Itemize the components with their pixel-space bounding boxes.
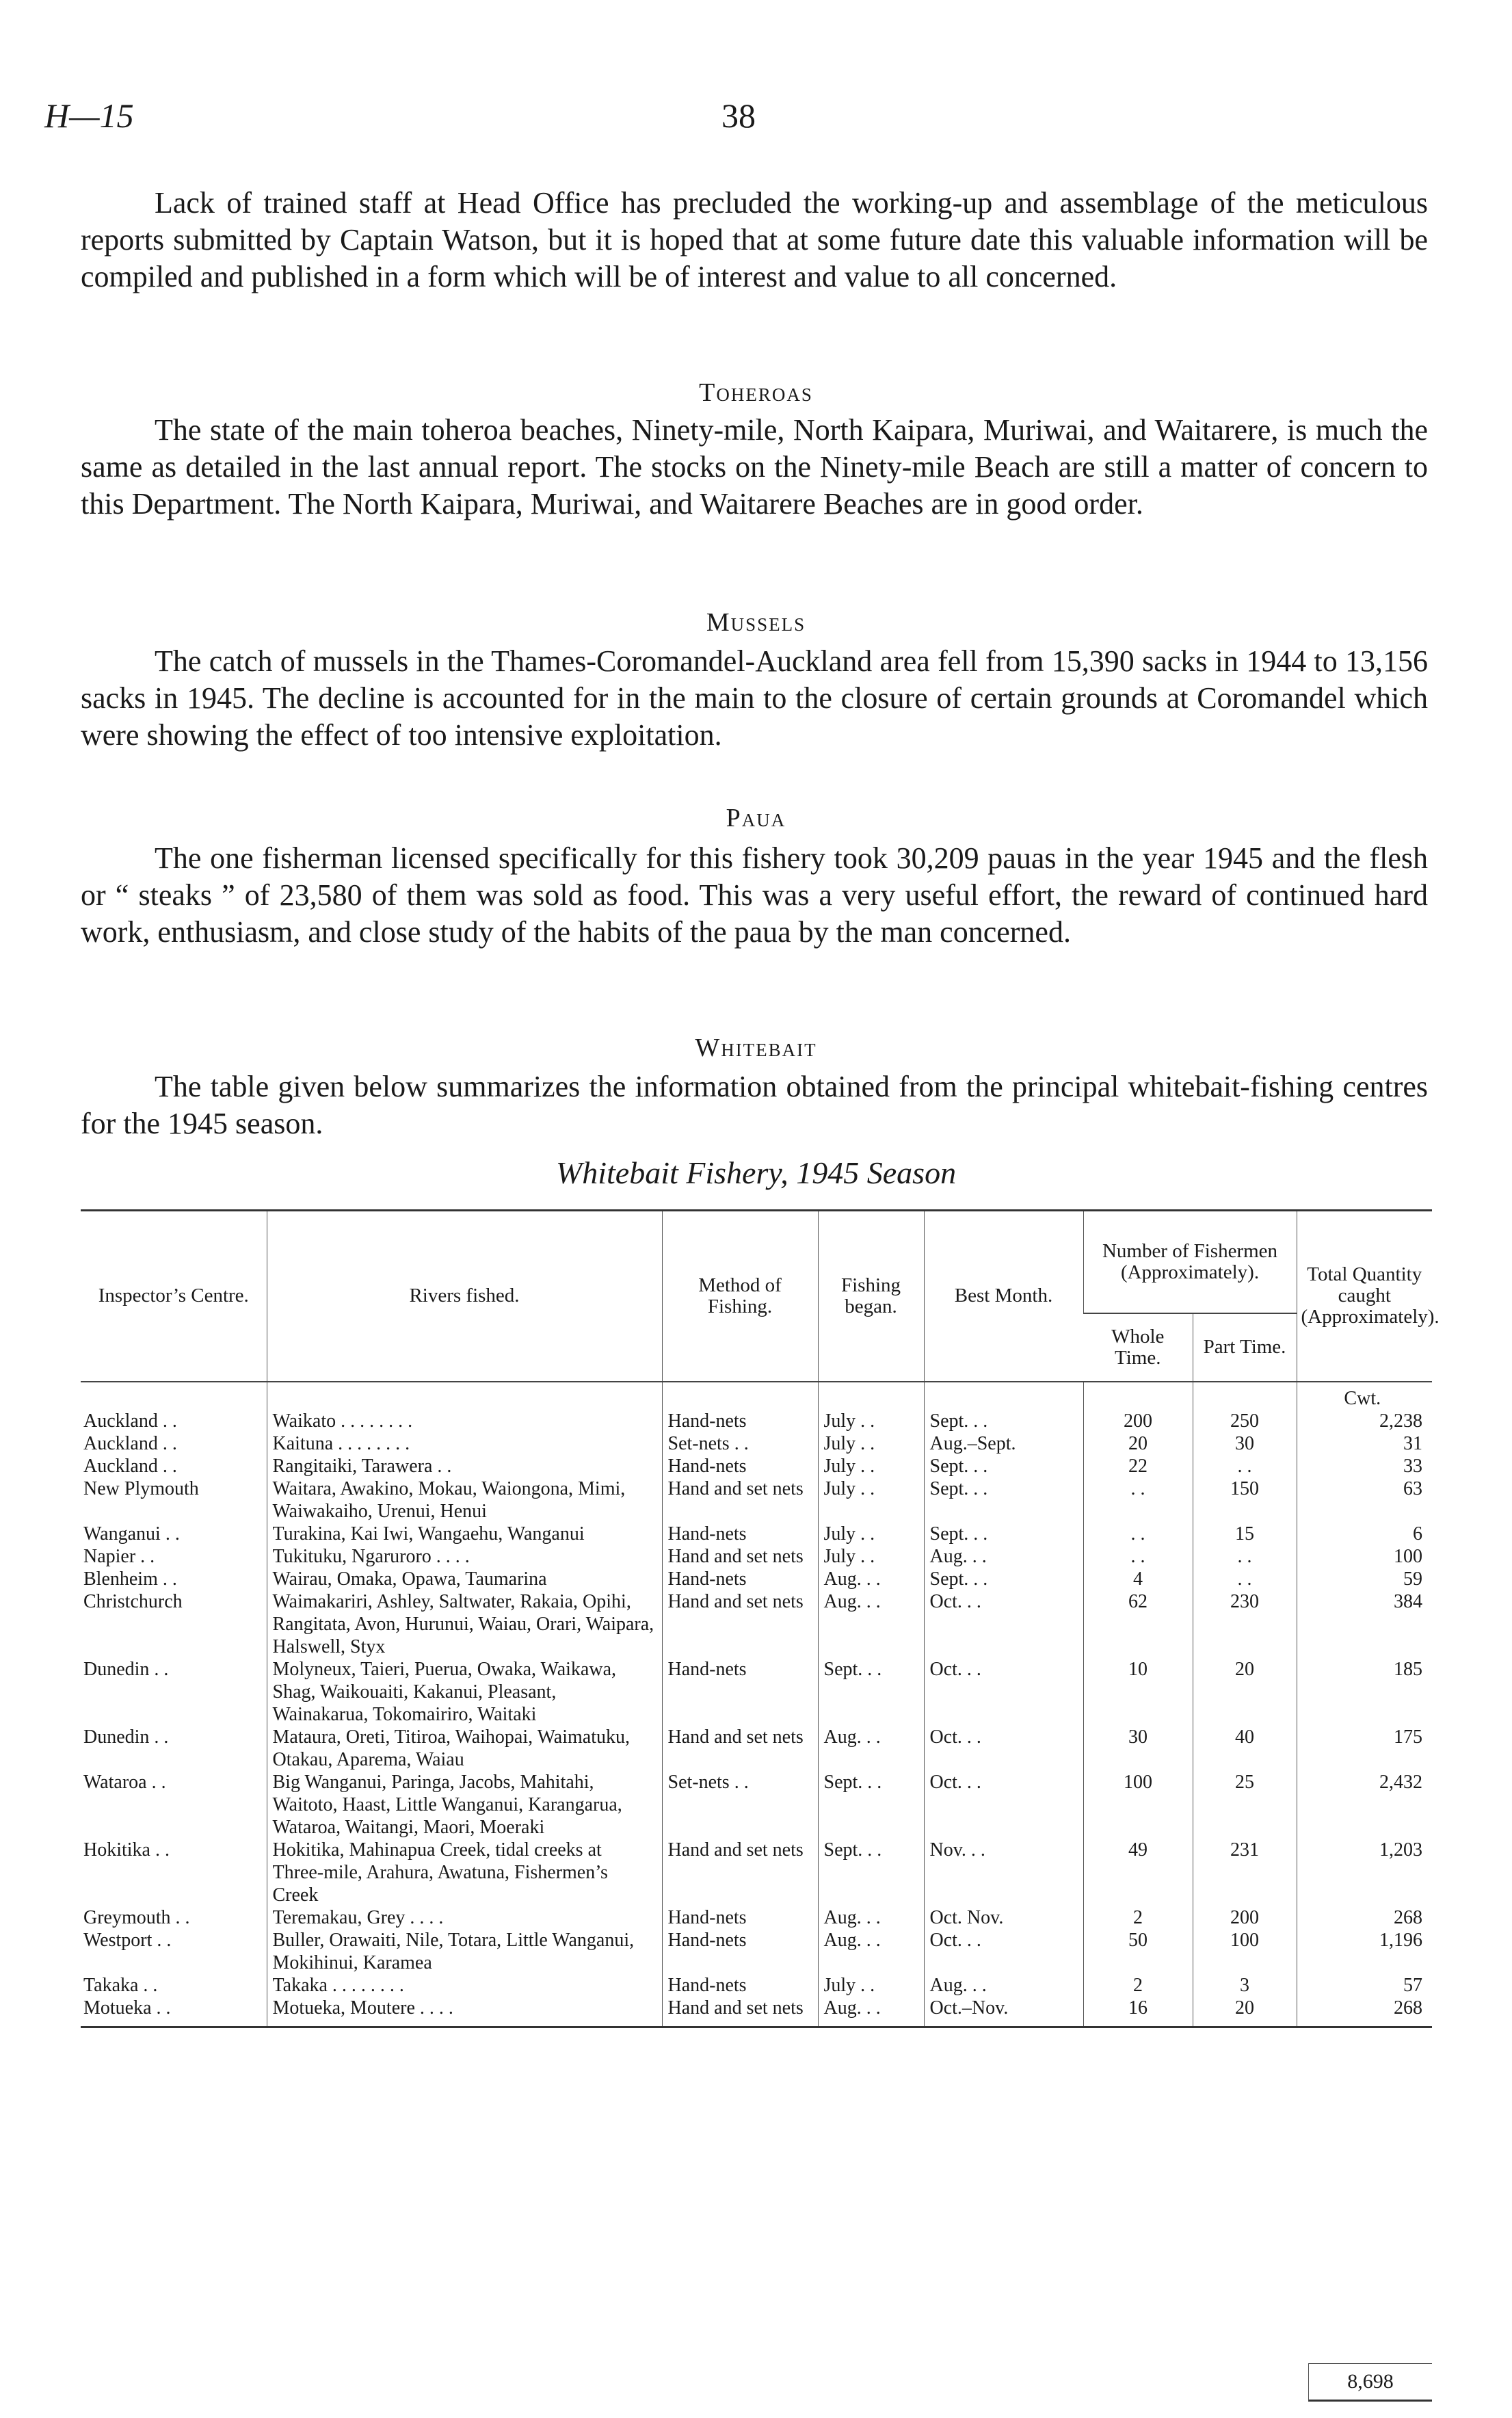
col-header-part-time: Part Time. [1193,1313,1297,1382]
col-header-began: Fishing began. [818,1211,924,1382]
cell-total: 268 [1297,1997,1432,2027]
cell-rivers: Hokitika, Mahinapua Creek, tidal creeks at Three-mile, Arahura, Awatuna, Fishermen’s Creek [267,1839,662,1906]
cell-began: Sept. . . [818,1839,924,1906]
intro-paragraph: Lack of trained staff at Head Office has precluded the working-up and assemblage of the meticulous reports submitted by Captain Watson, but it is hoped that at some future date this valuable information will be compiled and published in a form which will be of interest and value to all concerned. [81,186,1428,293]
cell-part-time: 20 [1193,1658,1297,1726]
cell-began: July . . [818,1523,924,1545]
cell-method: Hand-nets [662,1658,818,1726]
cell-total: 33 [1297,1455,1432,1477]
cell-centre: Blenheim . . [83,1568,177,1590]
table-row [81,1771,1432,1839]
cell-best-month: Oct. Nov. [924,1906,1083,1929]
cell-method: Hand-nets [662,1568,818,1590]
table-row [81,1726,1432,1771]
cell-rivers: Turakina, Kai Iwi, Wangaehu, Wanganui [267,1523,662,1545]
cell-part-time: 40 [1193,1726,1297,1771]
table-row [81,1839,1432,1906]
cell-centre: Auckland . . [83,1455,177,1477]
cell-method: Hand-nets [662,1929,818,1974]
table-row [81,1929,1432,1974]
cell-whole-time: 20 [1083,1432,1193,1455]
cell-best-month: Aug. . . [924,1974,1083,1997]
cell-whole-time: 30 [1083,1726,1193,1771]
cell-whole-time: 16 [1083,1997,1193,2027]
cell-total: 1,203 [1297,1839,1432,1906]
cell-whole-time: 22 [1083,1455,1193,1477]
cell-whole-time: 50 [1083,1929,1193,1974]
cell-method: Hand-nets [662,1382,818,1432]
cell-rivers: Big Wanganui, Paringa, Jacobs, Mahitahi, Waitoto, Haast, Little Wanganui, Karangarua, Wataroa, Waitangi, Maori, Moeraki [267,1771,662,1839]
cell-whole-time: . . [1083,1545,1193,1568]
cell-centre: Takaka . . [83,1974,158,1996]
table-row [81,1997,1432,2027]
cell-best-month: Sept. . . [924,1568,1083,1590]
cell-part-time: 25 [1193,1771,1297,1839]
cell-part-time: . . [1193,1545,1297,1568]
table-row [81,1523,1432,1545]
cell-began: July . . [818,1477,924,1523]
cell-rivers: Buller, Orawaiti, Nile, Totara, Little Wanganui, Mokihinui, Karamea [267,1929,662,1974]
table-title: Whitebait Fishery, 1945 Season [555,1155,957,1190]
cell-total: 100 [1297,1545,1432,1568]
cell-whole-time: 100 [1083,1771,1193,1839]
cell-best-month: Oct. . . [924,1726,1083,1771]
cell-whole-time: 49 [1083,1839,1193,1906]
cell-part-time: 250 [1193,1382,1297,1432]
grand-total: 8,698 [1308,2363,1432,2402]
table-row [81,1432,1432,1455]
cell-part-time: 230 [1193,1590,1297,1658]
cell-centre: Wataroa . . [83,1771,166,1793]
cell-method: Hand and set nets [662,1839,818,1906]
cell-centre: Wanganui . . [83,1523,180,1545]
table-row [81,1568,1432,1590]
cell-method: Hand-nets [662,1906,818,1929]
cell-rivers: Takaka . . . . . . . . [267,1974,662,1997]
cell-method: Hand-nets [662,1455,818,1477]
col-header-rivers: Rivers fished. [267,1211,662,1382]
cell-rivers: Waimakariri, Ashley, Saltwater, Rakaia, Opihi, Rangitata, Avon, Hurunui, Waiau, Orari, Waipara, Halswell, Styx [267,1590,662,1658]
cell-best-month: Nov. . . [924,1839,1083,1906]
cell-centre: New Plymouth [83,1477,199,1499]
cell-best-month: Sept. . . [924,1455,1083,1477]
cell-total: 57 [1297,1974,1432,1997]
whitebait-table [81,1209,1440,2028]
cell-best-month: Oct. . . [924,1590,1083,1658]
cell-centre: Motueka . . [81,1997,267,2027]
cell-began: July . . [818,1545,924,1568]
cell-rivers: Motueka, Moutere . . . . [267,1997,662,2027]
cell-best-month: Oct. . . [924,1929,1083,1974]
cell-began: Aug. . . [818,1726,924,1771]
cell-rivers: Wairau, Omaka, Opawa, Taumarina [267,1568,662,1590]
cell-centre: Auckland . . [83,1410,177,1432]
cell-best-month: Oct.–Nov. [924,1997,1083,2027]
cell-whole-time: 62 [1083,1590,1193,1658]
cell-total: 185 [1297,1658,1432,1726]
cell-centre: Napier . . [83,1545,155,1567]
table-row [81,1382,1432,1432]
cell-part-time: 100 [1193,1929,1297,1974]
section-title-toheroas: Toheroas [699,378,813,407]
col-header-method: Method of Fishing. [662,1211,818,1382]
table-row [81,1974,1432,1997]
cell-part-time: 30 [1193,1432,1297,1455]
cell-total [1297,1382,1432,1432]
cell-total: 59 [1297,1568,1432,1590]
page-number: 38 [721,96,756,135]
cell-method: Hand and set nets [662,1545,818,1568]
cell-rivers: Tukituku, Ngaruroro . . . . [267,1545,662,1568]
cell-part-time: . . [1193,1568,1297,1590]
cell-part-time: 231 [1193,1839,1297,1906]
cell-whole-time: 2 [1083,1974,1193,1997]
cell-whole-time: 4 [1083,1568,1193,1590]
cell-best-month: Oct. . . [924,1771,1083,1839]
cell-rivers: Waikato . . . . . . . . [267,1382,662,1432]
cell-total-value: 2,238 [1379,1410,1423,1432]
cell-total: 175 [1297,1726,1432,1771]
section-text-paua: The one fisherman licensed specifically for this fishery took 30,209 pauas in the year 1945 and the flesh or “ steaks ” of 23,580 of them was sold as food. This was a very useful effort, the reward of continued hard work, enthusiasm, and close study of the habits of the paua by the man concerned. [81,841,1428,949]
cell-began: July . . [818,1382,924,1432]
cell-part-time: . . [1193,1455,1297,1477]
cell-best-month: Sept. . . [924,1477,1083,1523]
cell-total: 1,196 [1297,1929,1432,1974]
section-text-whitebait: The table given below summarizes the information obtained from the principal whitebait-fishing centres for the 1945 season. [81,1070,1428,1140]
cell-began: Aug. . . [818,1906,924,1929]
report-code: H—15 [44,96,134,135]
cell-method: Hand-nets [662,1523,818,1545]
col-header-centre: Inspector’s Centre. [81,1211,267,1382]
cell-total: 31 [1297,1432,1432,1455]
unit-label: Cwt. [1344,1387,1381,1409]
section-text-toheroas: The state of the main toheroa beaches, Ninety-mile, North Kaipara, Muriwai, and Waitarere, is much the same as detailed in the last annual report. The stocks on the Ninety-mile Beach are still a matter of concern to this Department. The North Kaipara, Muriwai, and Waitarere Beaches are in good order. [81,413,1428,521]
cell-total: 63 [1297,1477,1432,1523]
cell-rivers: Molyneux, Taieri, Puerua, Owaka, Waikawa, Shag, Waikouaiti, Kakanui, Pleasant, Wainakarua, Tokomairiro, Waitaki [267,1658,662,1726]
cell-method: Hand and set nets [662,1726,818,1771]
cell-whole-time: 10 [1083,1658,1193,1726]
table-row [81,1545,1432,1568]
cell-began: Aug. . . [818,1997,924,2027]
cell-began: July . . [818,1974,924,1997]
cell-began: Aug. . . [818,1590,924,1658]
cell-part-time: 20 [1193,1997,1297,2027]
cell-best-month: Sept. . . [924,1382,1083,1432]
cell-centre: Auckland . . [83,1432,177,1454]
cell-whole-time: 200 [1083,1382,1193,1432]
cell-rivers: Kaituna . . . . . . . . [267,1432,662,1455]
cell-centre: Christchurch [83,1590,183,1612]
table-row [81,1590,1432,1658]
cell-began: July . . [818,1455,924,1477]
col-header-fishermen: Number of Fishermen (Approximately). [1083,1211,1297,1313]
cell-best-month: Oct. . . [924,1658,1083,1726]
cell-total: 2,432 [1297,1771,1432,1839]
cell-method: Hand-nets [662,1974,818,1997]
cell-rivers: Waitara, Awakino, Mokau, Waiongona, Mimi, Waiwakaiho, Urenui, Henui [267,1477,662,1523]
cell-centre: Westport . . [83,1929,172,1951]
cell-centre: Greymouth . . [83,1906,190,1928]
cell-rivers: Rangitaiki, Tarawera . . [267,1455,662,1477]
cell-centre: Dunedin . . [83,1726,169,1748]
cell-began: Sept. . . [818,1771,924,1839]
cell-best-month: Aug. . . [924,1545,1083,1568]
table-row [81,1455,1432,1477]
cell-method: Set-nets . . [662,1432,818,1455]
cell-began: Sept. . . [818,1658,924,1726]
table-row [81,1906,1432,1929]
cell-best-month: Aug.–Sept. [924,1432,1083,1455]
cell-method: Hand and set nets [662,1590,818,1658]
table-row [81,1658,1432,1726]
cell-part-time: 3 [1193,1974,1297,1997]
col-header-best-month: Best Month. [924,1211,1083,1382]
table-row [81,1477,1432,1523]
cell-total: 384 [1297,1590,1432,1658]
cell-method: Hand and set nets [662,1477,818,1523]
cell-best-month: Sept. . . [924,1523,1083,1545]
cell-centre: Dunedin . . [83,1658,169,1680]
cell-began: Aug. . . [818,1929,924,1974]
section-title-paua: Paua [726,804,786,832]
cell-rivers: Mataura, Oreti, Titiroa, Waihopai, Waimatuku, Otakau, Aparema, Waiau [267,1726,662,1771]
cell-whole-time: 2 [1083,1906,1193,1929]
section-title-whitebait: Whitebait [695,1034,817,1062]
cell-whole-time: . . [1083,1477,1193,1523]
cell-began: Aug. . . [818,1568,924,1590]
cell-part-time: 150 [1193,1477,1297,1523]
cell-began: July . . [818,1432,924,1455]
cell-method: Hand and set nets [662,1997,818,2027]
col-header-total: Total Quantity caught (Approximately). [1297,1211,1432,1382]
section-text-mussels: The catch of mussels in the Thames-Coromandel-Auckland area fell from 15,390 sacks in 1944 to 13,156 sacks in 1945. The decline is accounted for in the main to the closure of certain grounds at Coromandel which were showing the effect of too intensive exploitation. [81,644,1428,752]
cell-part-time: 200 [1193,1906,1297,1929]
cell-method: Set-nets . . [662,1771,818,1839]
cell-total: 268 [1297,1906,1432,1929]
section-title-mussels: Mussels [706,608,806,637]
col-header-whole-time: Whole Time. [1083,1313,1193,1382]
cell-centre: Hokitika . . [83,1839,170,1861]
cell-part-time: 15 [1193,1523,1297,1545]
cell-total: 6 [1297,1523,1432,1545]
cell-rivers: Teremakau, Grey . . . . [267,1906,662,1929]
cell-whole-time: . . [1083,1523,1193,1545]
